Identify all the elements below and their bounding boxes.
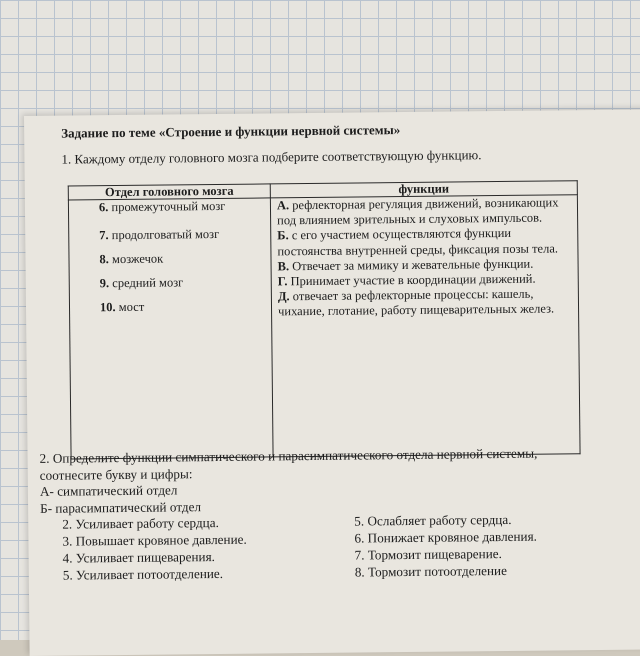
list-item: 4. Усиливает пищеварения. [62, 549, 215, 566]
worksheet [24, 109, 640, 656]
list-item: 8. мозжечок [99, 251, 164, 267]
list-item: 5. Ослабляет работу сердца. [354, 511, 512, 529]
header-functions: функции [270, 181, 577, 198]
list-item: 6. Понижает кровяное давления. [354, 528, 538, 546]
list-item: Д. отвечает за рефлекторные процессы: кашель, чихание, глотание, работу пищеварительных желез. [277, 286, 555, 319]
list-item: 3. Повышает кровяное давление. [62, 531, 247, 549]
right-items-column [354, 511, 537, 581]
list-item: 8. Тормозит потоотделение [354, 562, 508, 580]
list-item: 2. Усиливает работу сердца. [62, 514, 219, 532]
list-item: 5. Усиливает потоотделение. [62, 565, 224, 583]
left-items-column [62, 514, 247, 584]
option-b-label: Б- парасимпатический отдел [40, 498, 202, 516]
list-item: 7. продолговатый мозг [99, 226, 220, 243]
matching-table [68, 180, 581, 459]
list-item: 9. средний мозг [99, 275, 184, 291]
task2-prompt-line1: 2. Определите функции симпатического и парасимпатического отдела нервной системы, [39, 445, 538, 466]
task1-prompt: 1. Каждому отделу головного мозга подберите соответствующую функцию. [61, 147, 482, 167]
option-a-label: А- симпатический отдел [39, 482, 178, 499]
worksheet-title: Задание по теме «Строение и функции нервной системы» [61, 122, 401, 141]
list-item: Г. Принимает участие в координации движений. [277, 271, 536, 289]
list-item: А. рефлекторная регуляция движений, возникающих под влиянием зрительных и слуховых импульсов. [276, 195, 559, 228]
list-item: 7. Тормозит пищеварение. [354, 546, 502, 563]
task2-prompt-line2: соотнесите букву и цифры: [39, 465, 193, 483]
brain-parts-cell [68, 198, 273, 459]
functions-cell [270, 195, 580, 457]
header-brain-parts: Отдел головного мозга [68, 184, 270, 200]
list-item: Б. с его участием осуществляются функции постоянства внутренней среды, фиксация позы тела. [277, 226, 559, 258]
list-item: 6. промежуточный мозг [98, 198, 226, 215]
list-item: В. Отвечает за мимику и жевательные функции. [277, 256, 534, 274]
task2-block [40, 444, 640, 516]
list-item: 10. мост [99, 299, 145, 315]
